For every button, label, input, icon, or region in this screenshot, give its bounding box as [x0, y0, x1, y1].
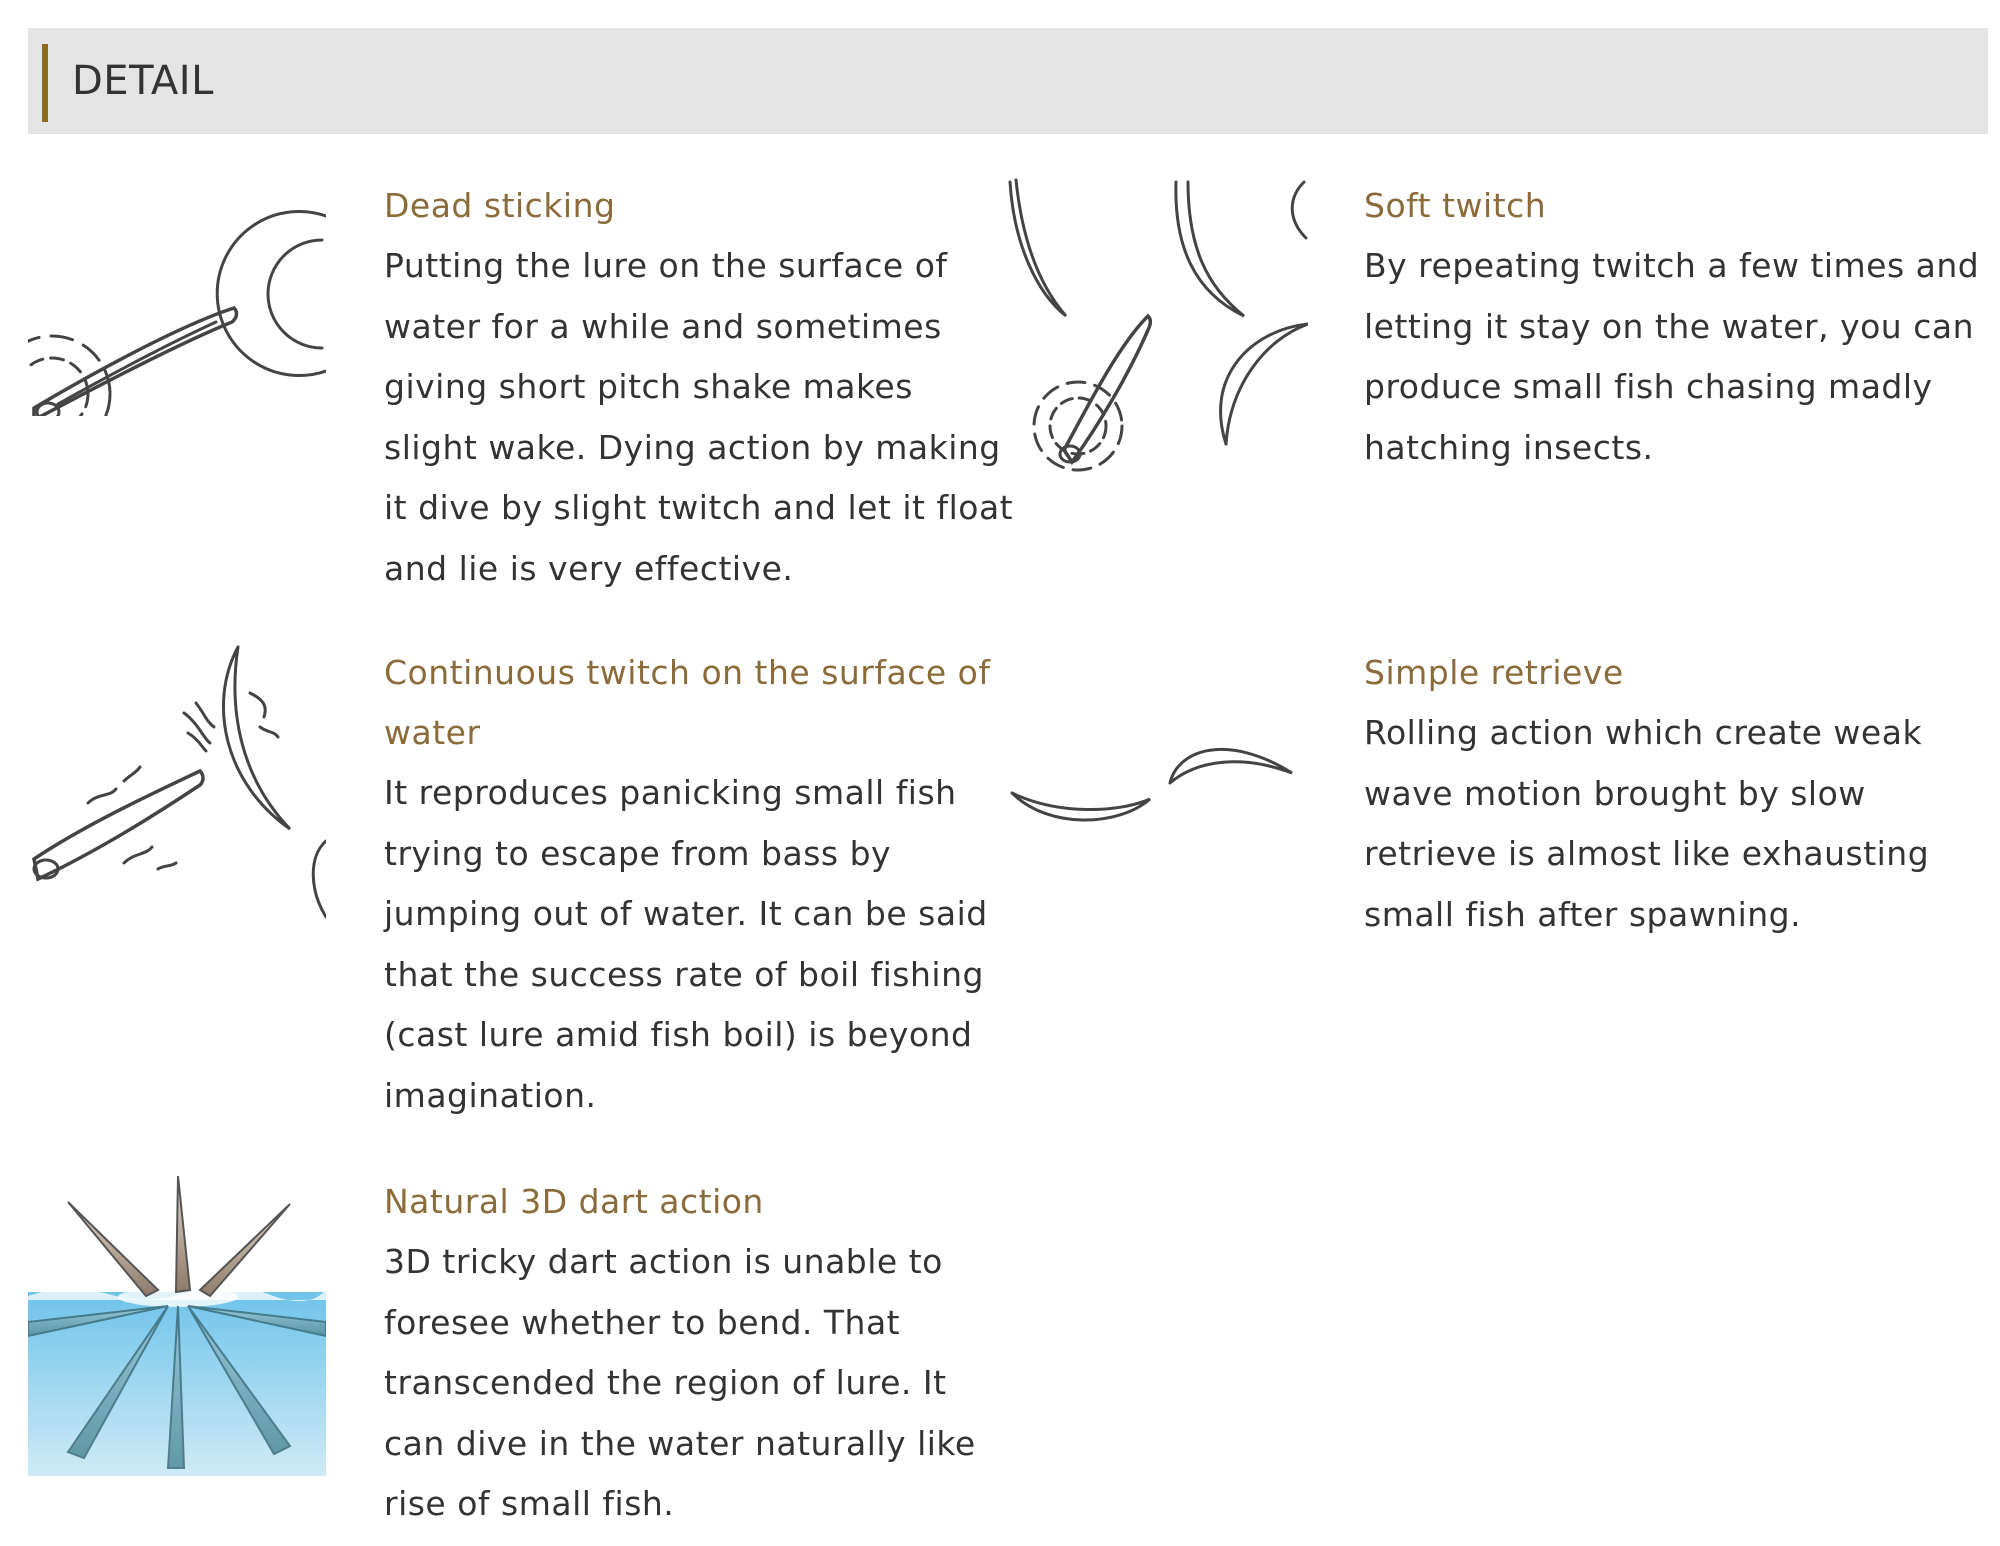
soft-twitch-body: By repeating twitch a few times and letting it stay on the water, you can produce small fish chasing madly hatching insects. — [1364, 246, 1980, 467]
continuous-twitch-title: Continuous twitch on the surface of water — [384, 653, 991, 752]
simple-retrieve-icon — [1008, 643, 1308, 883]
continuous-twitch-text — [384, 643, 1014, 1126]
soft-twitch-text — [1364, 176, 1994, 478]
section-title: DETAIL — [72, 58, 214, 104]
dead-sticking-title: Dead sticking — [384, 186, 616, 225]
simple-retrieve-text — [1364, 643, 1974, 945]
natural-3d-dart-body: 3D tricky dart action is unable to foresee whether to bend. That transcended the region of lure. It can dive in the water naturally like rise of small fish. — [384, 1242, 976, 1523]
dart-action-photo — [28, 1172, 326, 1476]
dead-sticking-text — [384, 176, 1014, 599]
natural-3d-dart-title: Natural 3D dart action — [384, 1182, 764, 1221]
continuous-twitch-body: It reproduces panicking small fish trying to escape from bass by jumping out of water. It can be said that the success rate of boil fishing (cast lure amid fish boil) is beyond imagination. — [384, 773, 988, 1115]
simple-retrieve-title: Simple retrieve — [1364, 653, 1624, 692]
dead-sticking-icon — [28, 176, 326, 416]
simple-retrieve-body: Rolling action which create weak wave motion brought by slow retrieve is almost like exhausting small fish after spawning. — [1364, 713, 1930, 934]
soft-twitch-icon — [1008, 176, 1308, 486]
dead-sticking-body: Putting the lure on the surface of water for a while and sometimes giving short pitch shake makes slight wake. Dying action by making it dive by slight twitch and let it float and lie is very effective. — [384, 246, 1014, 588]
header-accent-bar — [42, 44, 48, 122]
section-header — [28, 28, 1988, 134]
natural-3d-dart-text — [384, 1172, 1014, 1535]
continuous-twitch-icon — [28, 643, 326, 923]
soft-twitch-title: Soft twitch — [1364, 186, 1547, 225]
